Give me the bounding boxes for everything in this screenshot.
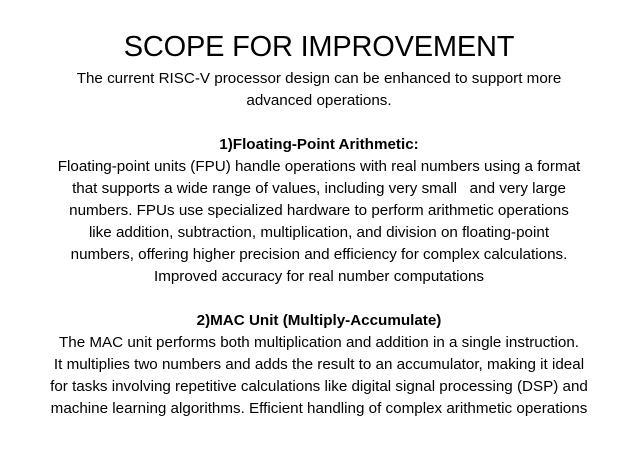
- fpu-line: numbers, offering higher precision and efficiency for complex calculations.: [70, 246, 568, 263]
- fpu-line: Improved accuracy for real number computations: [153, 268, 485, 285]
- slide-body: [4, 68, 634, 420]
- spacer: [4, 112, 634, 134]
- slide-title: SCOPE FOR IMPROVEMENT: [123, 31, 515, 63]
- fpu-line: Floating-point units (FPU) handle operations with real numbers using a format: [57, 158, 581, 175]
- section-heading-mac: 2)MAC Unit (Multiply-Accumulate): [196, 312, 442, 329]
- fpu-line: like addition, subtraction, multiplication, and division on floating-point: [88, 224, 550, 241]
- section-heading-fpu: 1)Floating-Point Arithmetic:: [219, 136, 419, 153]
- mac-line: for tasks involving repetitive calculations like digital signal processing (DSP) and: [50, 378, 588, 395]
- mac-line: It multiplies two numbers and adds the result to an accumulator, making it ideal: [53, 356, 585, 373]
- fpu-line: numbers. FPUs use specialized hardware to perform arithmetic operations: [69, 202, 569, 219]
- intro-line: The current RISC-V processor design can be enhanced to support more: [76, 70, 562, 87]
- intro-line: advanced operations.: [246, 92, 392, 109]
- mac-line: machine learning algorithms. Efficient handling of complex arithmetic operations: [50, 400, 588, 417]
- fpu-line: that supports a wide range of values, including very small and very large: [72, 180, 566, 197]
- spacer: [4, 288, 634, 310]
- mac-line: The MAC unit performs both multiplication and addition in a single instruction.: [58, 334, 580, 351]
